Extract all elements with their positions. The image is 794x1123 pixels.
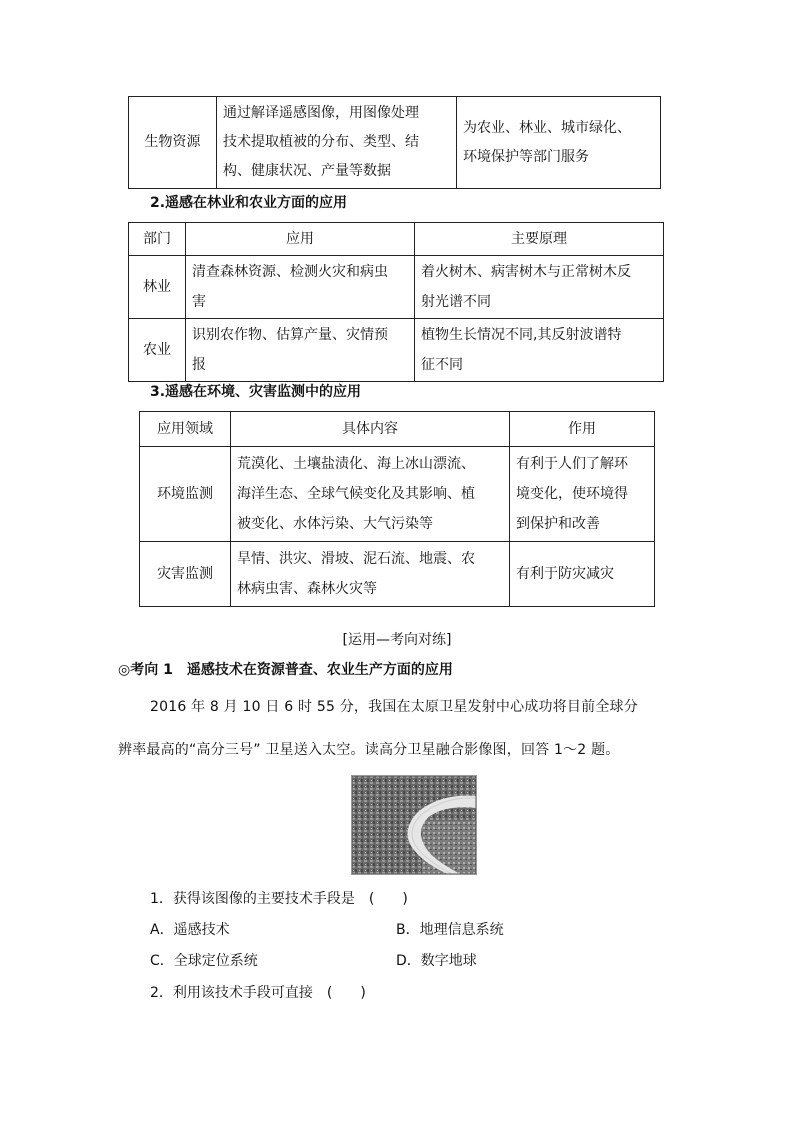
environment-disaster-table (139, 411, 655, 607)
option-b: B．地理信息系统 (396, 922, 504, 938)
option-a: A．遥感技术 (150, 922, 230, 938)
principle-cell: 植物生长情况不同,其反射波谱特 征不同 (415, 319, 664, 382)
effect-cell: 有利于防灾减灾 (510, 542, 655, 607)
section-heading: 2.遥感在林业和农业方面的应用 (150, 195, 348, 211)
question-1: 1．获得该图像的主要技术手段是 ( ) (150, 891, 408, 907)
column-header: 具体内容 (231, 412, 510, 447)
field-cell: 生物资源 (129, 97, 217, 189)
option-c: C．全球定位系统 (150, 953, 258, 969)
section-heading: 3.遥感在环境、灾害监测中的应用 (150, 384, 362, 400)
app-cell: 清查森林资源、检测火灾和病虫 害 (186, 256, 415, 319)
effect-cell: 有利于人们了解环 境变化，使环境得 到保护和改善 (510, 447, 655, 542)
table-row (140, 447, 655, 542)
biology-resource-table (128, 96, 661, 189)
intro-line: 2016 年 8 月 10 日 6 时 55 分，我国在太原卫星发射中心成功将目前全球分 (150, 699, 638, 715)
direction-heading: ◎考向 1 遥感技术在资源普查、农业生产方面的应用 (118, 662, 453, 678)
table-row (140, 542, 655, 607)
question-2: 2．利用该技术手段可直接 ( ) (150, 985, 366, 1001)
table-row (129, 256, 664, 319)
content-cell: 旱情、洪灾、滑坡、泥石流、地震、农 林病虫害、森林火灾等 (231, 542, 510, 607)
field-cell: 环境监测 (140, 447, 231, 542)
content-cell: 通过解译遥感图像，用图像处理 技术提取植被的分布、类型、结 构、健康状况、产量等数据 (217, 97, 457, 189)
column-header: 部门 (129, 223, 186, 256)
table-row (129, 97, 661, 189)
app-cell: 识别农作物、估算产量、灾情预 报 (186, 319, 415, 382)
principle-cell: 着火树木、病害树木与正常树木反 射光谱不同 (415, 256, 664, 319)
table-header-row (129, 223, 664, 256)
column-header: 作用 (510, 412, 655, 447)
column-header: 应用领域 (140, 412, 231, 447)
content-cell: 荒漠化、土壤盐渍化、海上冰山漂流、 海洋生态、全球气候变化及其影响、植 被变化、水体污染、大气污染等 (231, 447, 510, 542)
table-row (129, 319, 664, 382)
column-header: 应用 (186, 223, 415, 256)
service-cell: 为农业、林业、城市绿化、 环境保护等部门服务 (457, 97, 661, 189)
satellite-image (351, 775, 477, 875)
column-header: 主要原理 (415, 223, 664, 256)
table-header-row (140, 412, 655, 447)
dept-cell: 农业 (129, 319, 186, 382)
forestry-agriculture-table (128, 222, 664, 382)
intro-line: 辨率最高的“高分三号” 卫星送入太空。读高分卫星融合影像图，回答 1～2 题。 (118, 742, 620, 758)
practice-title: [运用—考向对练] (342, 632, 452, 648)
field-cell: 灾害监测 (140, 542, 231, 607)
option-d: D．数字地球 (396, 953, 477, 969)
dept-cell: 林业 (129, 256, 186, 319)
